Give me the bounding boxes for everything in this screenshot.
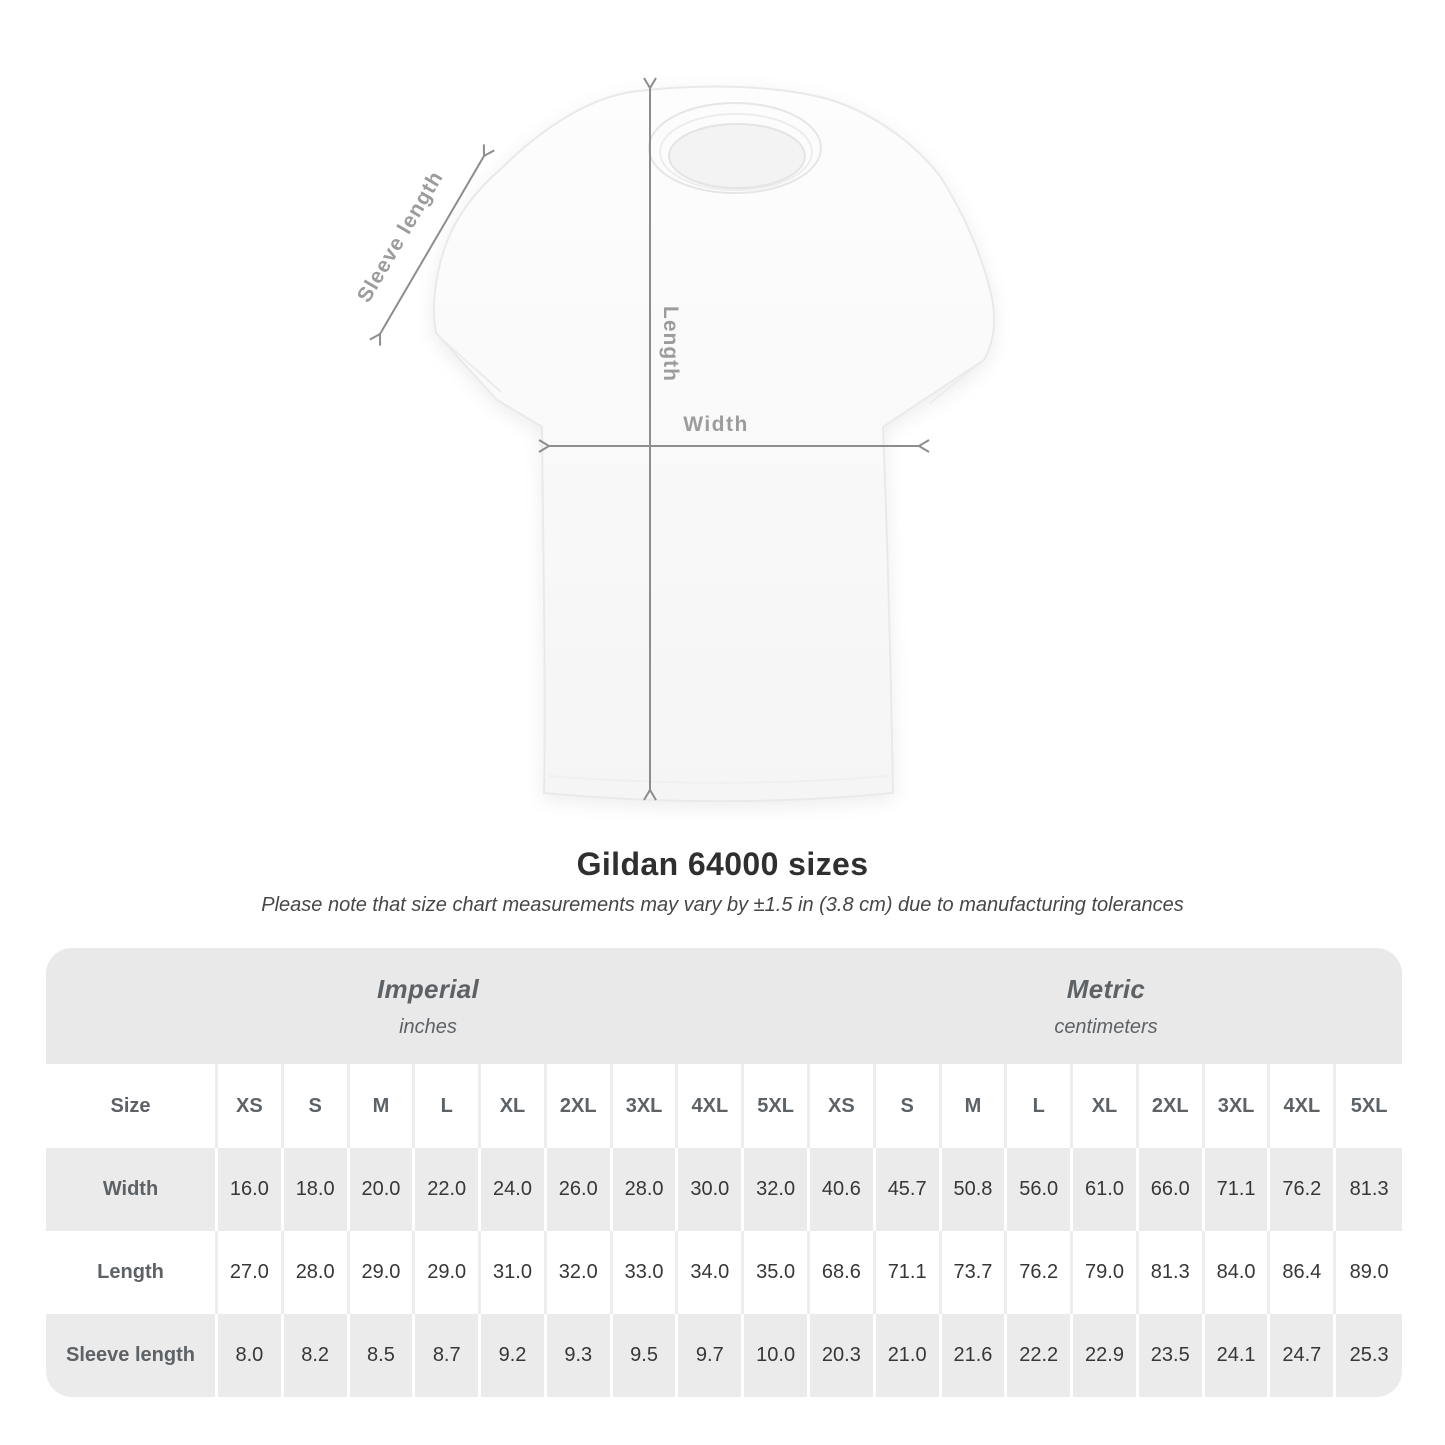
table-cell: 32.0 <box>547 1231 613 1314</box>
table-cell: 45.7 <box>876 1148 942 1231</box>
table-cell: 10.0 <box>744 1314 810 1397</box>
size-chart-table <box>46 948 1402 1397</box>
table-cell: 28.0 <box>613 1148 679 1231</box>
imperial-unit: inches <box>399 1015 457 1038</box>
table-cell: 34.0 <box>678 1231 744 1314</box>
row-label: Width <box>46 1148 218 1231</box>
size-col-header: 3XL <box>613 1064 679 1148</box>
table-cell: 16.0 <box>218 1148 284 1231</box>
size-col-header: 5XL <box>744 1064 810 1148</box>
size-col-header: L <box>415 1064 481 1148</box>
table-cell: 18.0 <box>284 1148 350 1231</box>
table-cell: 23.5 <box>1139 1314 1205 1397</box>
table-cell: 79.0 <box>1073 1231 1139 1314</box>
size-col-header: 2XL <box>1139 1064 1205 1148</box>
table-cell: 8.2 <box>284 1314 350 1397</box>
table-cell: 32.0 <box>744 1148 810 1231</box>
table-cell: 26.0 <box>547 1148 613 1231</box>
table-cell: 81.3 <box>1336 1148 1402 1231</box>
width-row <box>46 1148 1402 1231</box>
length-label: Length <box>659 306 682 382</box>
unit-header-row <box>46 948 1402 1064</box>
size-col-header: M <box>350 1064 416 1148</box>
row-label: Length <box>46 1231 218 1314</box>
size-col-header: 4XL <box>678 1064 744 1148</box>
table-cell: 24.7 <box>1270 1314 1336 1397</box>
table-cell: 66.0 <box>1139 1148 1205 1231</box>
table-cell: 28.0 <box>284 1231 350 1314</box>
size-col-header: 5XL <box>1336 1064 1402 1148</box>
table-cell: 61.0 <box>1073 1148 1139 1231</box>
table-cell: 29.0 <box>415 1231 481 1314</box>
table-cell: 27.0 <box>218 1231 284 1314</box>
size-col-header: XS <box>218 1064 284 1148</box>
table-cell: 9.5 <box>613 1314 679 1397</box>
table-cell: 30.0 <box>678 1148 744 1231</box>
table-cell: 8.7 <box>415 1314 481 1397</box>
table-cell: 20.3 <box>810 1314 876 1397</box>
table-cell: 50.8 <box>942 1148 1008 1231</box>
table-cell: 9.7 <box>678 1314 744 1397</box>
imperial-label: Imperial <box>376 973 480 1004</box>
size-col-header: L <box>1007 1064 1073 1148</box>
size-col-header: XL <box>1073 1064 1139 1148</box>
table-cell: 22.2 <box>1007 1314 1073 1397</box>
table-cell: 31.0 <box>481 1231 547 1314</box>
table-cell: 35.0 <box>744 1231 810 1314</box>
tolerance-note: Please note that size chart measurements may vary by ±1.5 in (3.8 cm) due to manufacturing tolerances <box>261 894 1184 916</box>
width-label: Width <box>683 413 749 436</box>
tshirt-illustration <box>434 86 994 801</box>
table-cell: 21.6 <box>942 1314 1008 1397</box>
size-col-header: XS <box>810 1064 876 1148</box>
row-label: Sleeve length <box>46 1314 218 1397</box>
size-col-header: M <box>942 1064 1008 1148</box>
size-col-header: S <box>284 1064 350 1148</box>
table-cell: 81.3 <box>1139 1231 1205 1314</box>
table-cell: 8.5 <box>350 1314 416 1397</box>
table-cell: 9.2 <box>481 1314 547 1397</box>
table-cell: 33.0 <box>613 1231 679 1314</box>
metric-label: Metric <box>1066 973 1146 1004</box>
table-cell: 22.0 <box>415 1148 481 1231</box>
table-cell: 29.0 <box>350 1231 416 1314</box>
table-cell: 24.1 <box>1205 1314 1271 1397</box>
table-cell: 21.0 <box>876 1314 942 1397</box>
table-cell: 22.9 <box>1073 1314 1139 1397</box>
table-cell: 25.3 <box>1336 1314 1402 1397</box>
table-cell: 9.3 <box>547 1314 613 1397</box>
size-col-header: 4XL <box>1270 1064 1336 1148</box>
table-cell: 20.0 <box>350 1148 416 1231</box>
size-col-header: 2XL <box>547 1064 613 1148</box>
table-cell: 89.0 <box>1336 1231 1402 1314</box>
table-cell: 8.0 <box>218 1314 284 1397</box>
table-cell: 71.1 <box>876 1231 942 1314</box>
table-cell: 24.0 <box>481 1148 547 1231</box>
imperial-section-header <box>46 948 810 1064</box>
sleeve-length-label: Sleeve length <box>352 166 448 307</box>
table-cell: 56.0 <box>1007 1148 1073 1231</box>
table-cell: 84.0 <box>1205 1231 1271 1314</box>
table-cell: 76.2 <box>1007 1231 1073 1314</box>
sleeve-length-row <box>46 1314 1402 1397</box>
table-cell: 71.1 <box>1205 1148 1271 1231</box>
length-row <box>46 1231 1402 1314</box>
size-header-row <box>46 1064 1402 1148</box>
size-col-header: 3XL <box>1205 1064 1271 1148</box>
metric-unit: centimeters <box>1054 1015 1158 1038</box>
size-col-header: S <box>876 1064 942 1148</box>
page-title: Gildan 64000 sizes <box>576 846 869 882</box>
table-cell: 68.6 <box>810 1231 876 1314</box>
size-header-label: Size <box>46 1064 218 1148</box>
table-cell: 73.7 <box>942 1231 1008 1314</box>
table-cell: 40.6 <box>810 1148 876 1231</box>
table-cell: 86.4 <box>1270 1231 1336 1314</box>
metric-section-header <box>810 948 1402 1064</box>
table-cell: 76.2 <box>1270 1148 1336 1231</box>
size-col-header: XL <box>481 1064 547 1148</box>
